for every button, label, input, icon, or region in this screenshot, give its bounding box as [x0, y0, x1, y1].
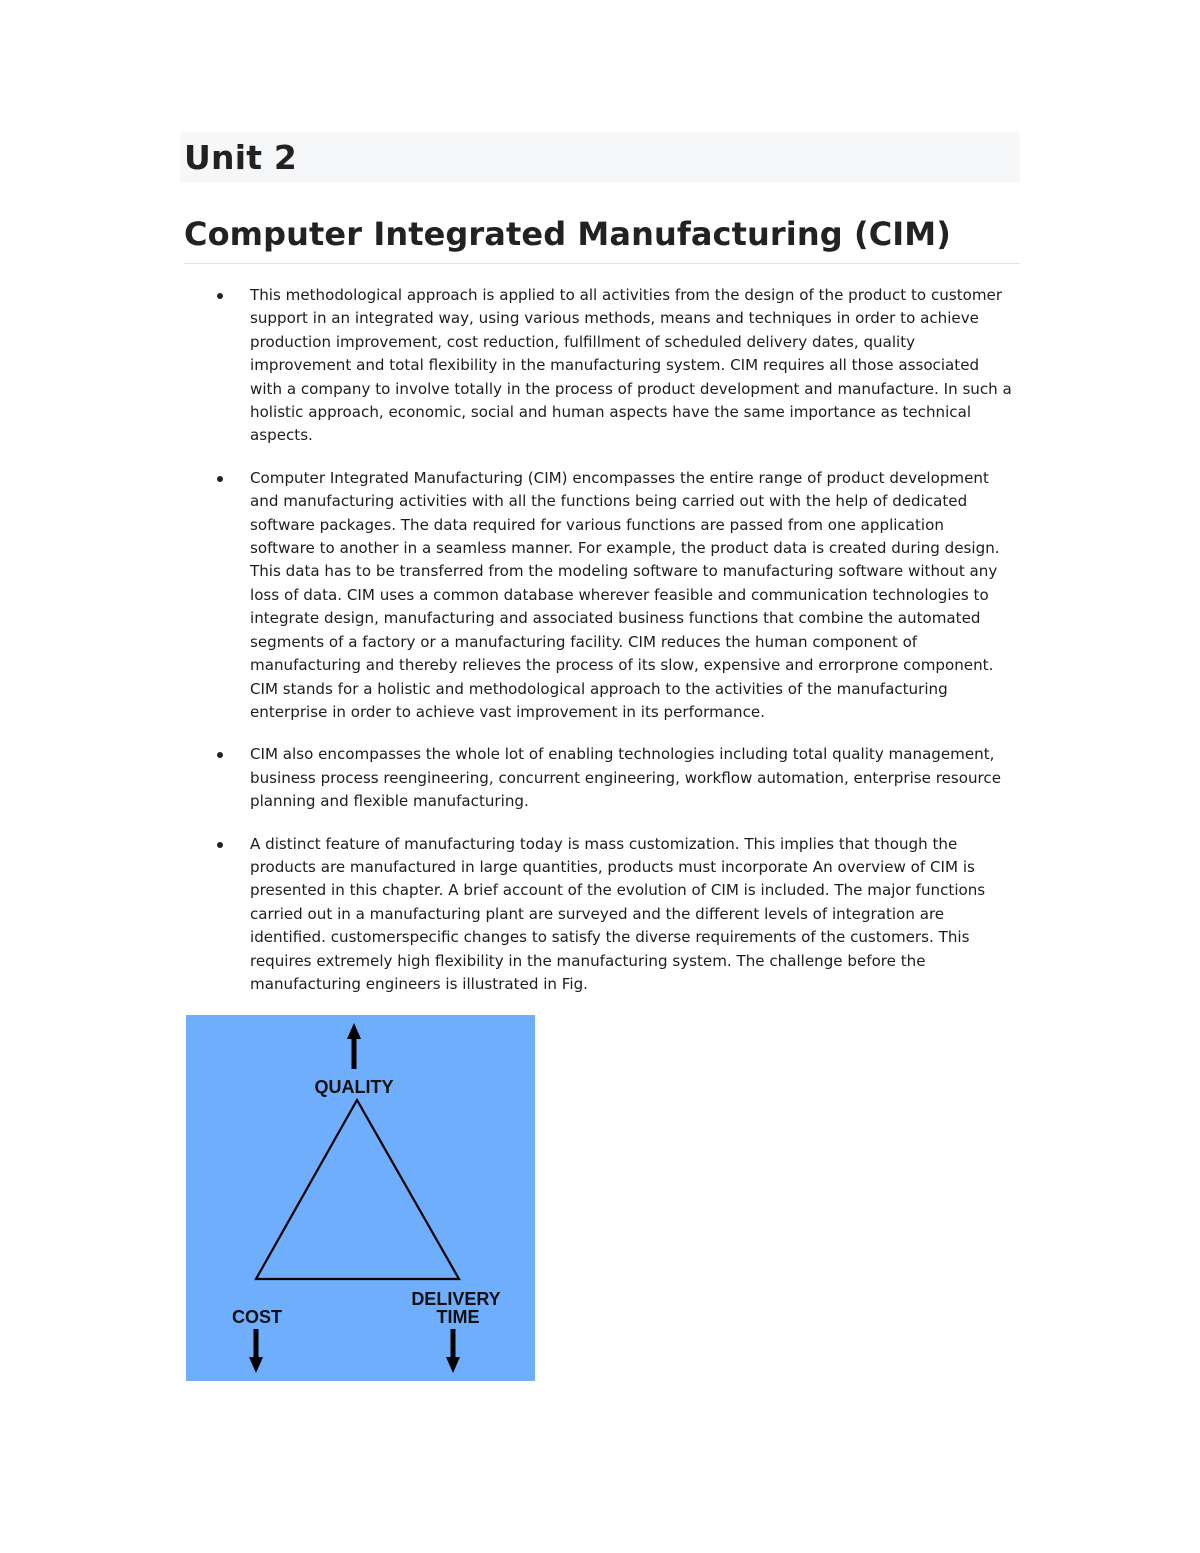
quality-label: QUALITY [314, 1077, 394, 1097]
list-item-text: CIM also encompasses the whole lot of enabling technologies including total quality management, business process reengineering, concurrent engineering, workflow automation, enterprise resource planning and flexible manufacturing. [250, 745, 1002, 811]
time-label: TIME [436, 1307, 480, 1327]
bullet-icon [217, 476, 223, 482]
unit-heading: Unit 2 [184, 137, 298, 177]
down-arrow-icon [446, 1329, 460, 1373]
list-item [180, 743, 1020, 813]
list-item [180, 467, 1020, 724]
up-arrow-icon [347, 1023, 361, 1069]
triangle-shape [256, 1100, 459, 1279]
page-title: Computer Integrated Manufacturing (CIM) [184, 215, 1020, 264]
bullet-icon [217, 752, 223, 758]
bullet-icon [217, 293, 223, 299]
list-item [180, 833, 1020, 997]
bullet-list [180, 284, 1020, 996]
list-item-text: Computer Integrated Manufacturing (CIM) encompasses the entire range of product development and manufacturing activities with all the functions being carried out with the help of dedicated software packages. The data required for various functions are passed from one application software to another in a seamless manner. For example, the product data is created during design. This data has to be transferred from the modeling software to manufacturing software without any loss of data. CIM uses a common database wherever feasible and communication technologies to integrate design, manufacturing and associated business functions that combine the automated segments of a factory or a manufacturing facility. CIM reduces the human component of manufacturing and thereby relieves the process of its slow, expensive and errorprone component. CIM stands for a holistic and methodological approach to the activities of the manufacturing enterprise in order to achieve vast improvement in its performance. [250, 468, 1000, 721]
triangle-diagram [186, 1015, 535, 1381]
quality-cost-delivery-figure [186, 1015, 535, 1381]
document-page [180, 132, 1020, 1015]
down-arrow-icon [249, 1329, 263, 1373]
delivery-label: DELIVERY [411, 1289, 501, 1309]
list-item [180, 284, 1020, 448]
cost-label: COST [231, 1307, 283, 1327]
list-item-text: This methodological approach is applied to all activities from the design of the product to customer support in an integrated way, using various methods, means and techniques in order to achieve production improvement, cost reduction, fulfillment of scheduled delivery dates, quality improvement and total flexibility in the manufacturing system. CIM requires all those associated with a company to involve totally in the process of product development and manufacture. In such a holistic approach, economic, social and human aspects have the same importance as technical aspects. [250, 286, 1012, 445]
list-item-text: A distinct feature of manufacturing today is mass customization. This implies that though the products are manufactured in large quantities, products must incorporate An overview of CIM is presented in this chapter. A brief account of the evolution of CIM is included. The major functions carried out in a manufacturing plant are surveyed and the different levels of integration are identified. customerspecific changes to satisfy the diverse requirements of the customers. This requires extremely high flexibility in the manufacturing system. The challenge before the manufacturing engineers is illustrated in Fig. [250, 834, 986, 993]
unit-heading-bar [180, 132, 1020, 182]
bullet-icon [217, 842, 223, 848]
